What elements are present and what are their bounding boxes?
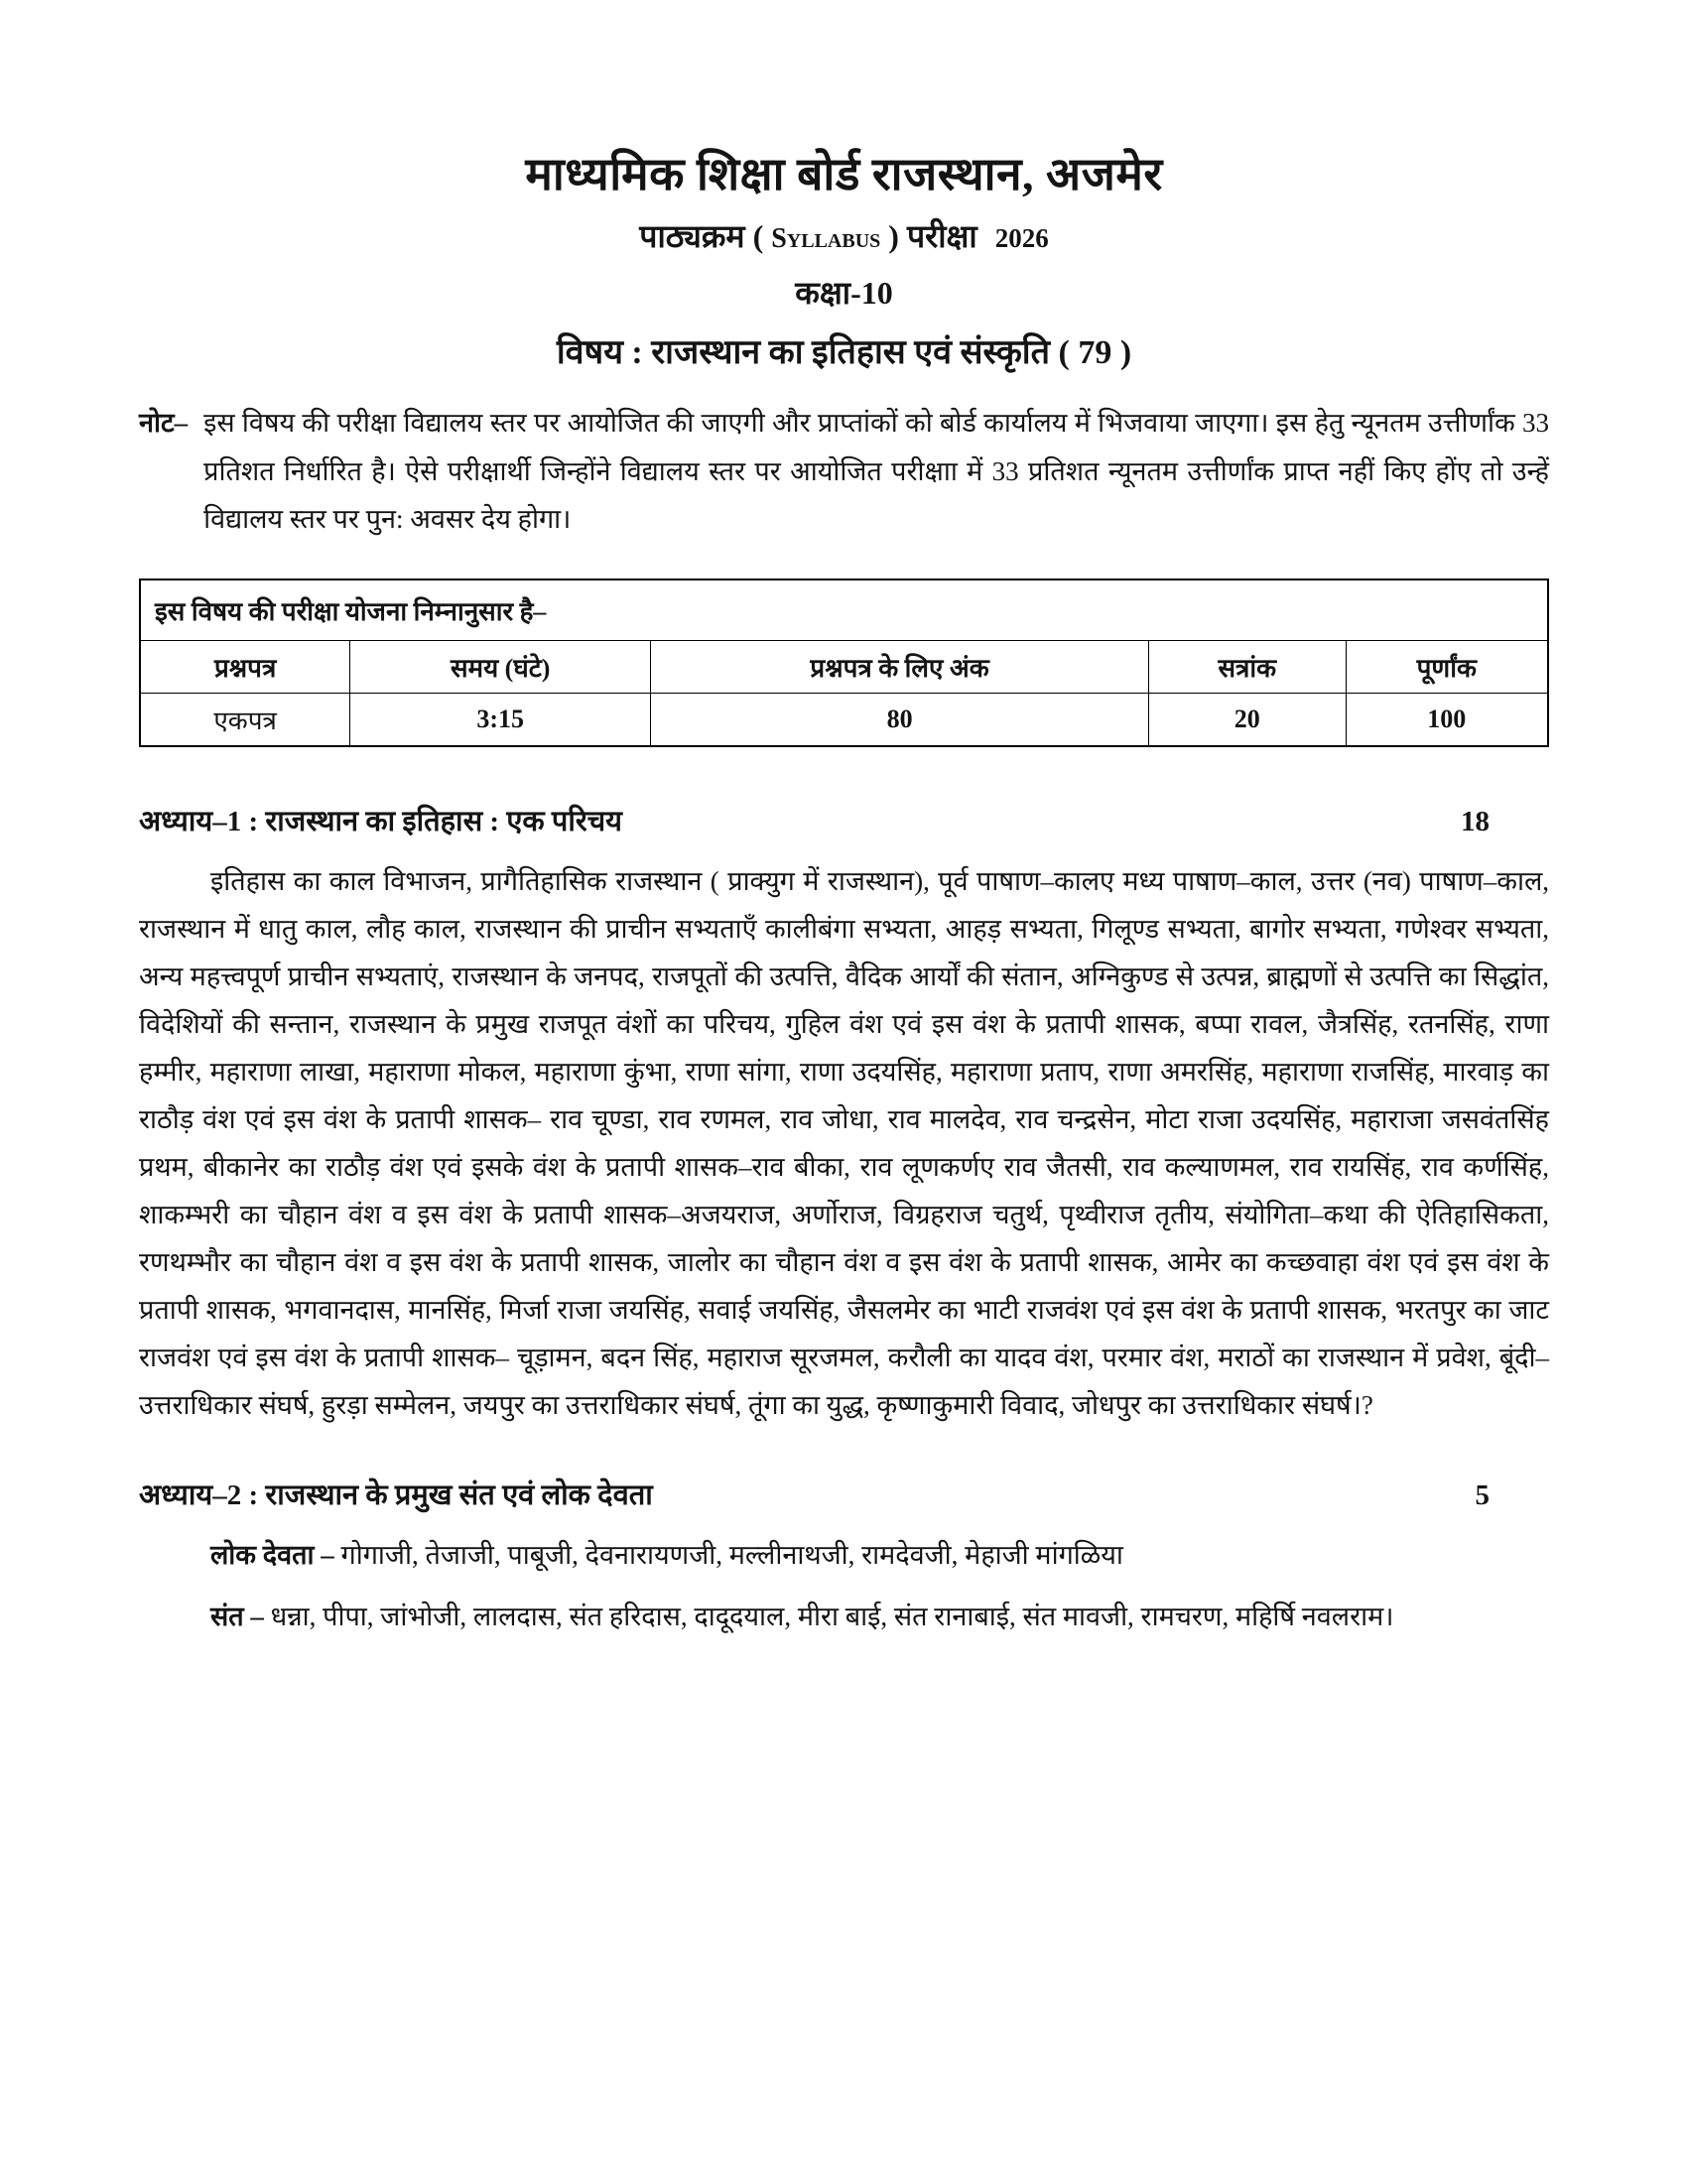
folk-deities-paragraph bbox=[139, 1531, 1549, 1579]
cell-sessional: 20 bbox=[1149, 693, 1347, 746]
exam-plan-table bbox=[139, 578, 1549, 747]
chapter-1-heading bbox=[139, 801, 1549, 839]
chapter-2-heading bbox=[139, 1475, 1549, 1513]
saints-label: संत – bbox=[210, 1602, 264, 1632]
column-header-paper-marks: प्रश्नपत्र के लिए अंक bbox=[651, 640, 1149, 693]
cell-paper: एकपत्र bbox=[140, 693, 350, 746]
table-caption-row bbox=[140, 579, 1548, 641]
syllabus-label-latin: Syllabus bbox=[771, 222, 881, 254]
chapter-1-body: इतिहास का काल विभाजन, प्रागैतिहासिक राजस्थान ( प्राक्युग में राजस्थान), पूर्व पाषाण–कालए मध्य पाषाण–काल, उत्तर (नव) पाषाण–काल, राजस्थान में धातु काल, लौह काल, राजस्थान की प्राचीन सभ्यताएँ कालीबंगा सभ्यता, आहड़ सभ्यता, गिलूण्ड सभ्यता, बागोर सभ्यता, गणेश्वर सभ्यता, अन्य महत्त्वपूर्ण प्राचीन सभ्यताएं, राजस्थान के जनपद, राजपूतों की उत्पत्ति, वैदिक आर्यों की संतान, अग्निकुण्ड से उत्पन्न, ब्राह्मणों से उत्पत्ति का सिद्धांत, विदेशियों की सन्तान, राजस्थान के प्रमुख राजपूत वंशों का परिचय, गुहिल वंश एवं इस वंश के प्रतापी शासक, बप्पा रावल, जैत्रसिंह, रतनसिंह, राणा हम्मीर, महाराणा लाखा, महाराणा मोकल, महाराणा कुंभा, राणा सांगा, राणा उदयसिंह, महाराणा प्रताप, राणा अमरसिंह, महाराणा राजसिंह, मारवाड़ का राठौड़ वंश एवं इस वंश के प्रतापी शासक– राव चूण्डा, राव रणमल, राव जोधा, राव मालदेव, राव चन्द्रसेन, मोटा राजा उदयसिंह, महाराजा जसवंतसिंह प्रथम, बीकानेर का राठौड़ वंश एवं इसके वंश के प्रतापी शासक–राव बीका, राव लूणकर्णए राव जैतसी, राव कल्याणमल, राव रायसिंह, राव कर्णसिंह, शाकम्भरी का चौहान वंश व इस वंश के प्रतापी शासक–अजयराज, अर्णोराज, विग्रहराज चतुर्थ, पृथ्वीराज तृतीय, संयोगिता–कथा की ऐतिहासिकता, रणथम्भौर का चौहान वंश व इस वंश के प्रतापी शासक, जालोर का चौहान वंश व इस वंश के प्रतापी शासक, आमेर का कच्छवाहा वंश एवं इस वंश के प्रतापी शासक, भगवानदास, मानसिंह, मिर्जा राजा जयसिंह, सवाई जयसिंह, जैसलमेर का भाटी राजवंश एवं इस वंश के प्रतापी शासक, भरतपुर का जाट राजवंश एवं इस वंश के प्रतापी शासक– चूड़ामन, बदन सिंह, महाराज सूरजमल, करौली का यादव वंश, परमार वंश, मराठों का राजस्थान में प्रवेश, बूंदी–उत्तराधिकार संघर्ष, हुरड़ा सम्मेलन, जयपुर का उत्तराधिकार संघर्ष, तूंगा का युद्ध, कृष्णाकुमारी विवाद, जोधपुर का उत्तराधिकार संघर्ष।? bbox=[139, 865, 1549, 1421]
saints-list: धन्ना, पीपा, जांभोजी, लालदास, संत हरिदास, दादूदयाल, मीरा बाई, संत रानाबाई, संत मावजी, रामचरण, महिर्षि नवलराम। bbox=[263, 1602, 1394, 1632]
column-header-sessional: सत्रांक bbox=[1149, 640, 1347, 693]
saints-paragraph bbox=[139, 1593, 1549, 1640]
syllabus-year: 2026 bbox=[994, 222, 1049, 253]
board-title: माध्यमिक शिक्षा बोर्ड राजस्थान, अजमेर bbox=[525, 149, 1163, 199]
syllabus-label-post: ) परीक्षा bbox=[888, 217, 977, 254]
folk-deities-label: लोक देवता – bbox=[210, 1540, 334, 1571]
note-text: इस विषय की परीक्षा विद्यालय स्तर पर आयोजित की जाएगी और प्राप्तांकों को बोर्ड कार्यालय में भिजवाया जाएगा। इस हेतु न्यूनतम उत्तीर्णांक 33 प्रतिशत निर्धारित है। ऐसे परीक्षार्थी जिन्होंने विद्यालय स्तर पर आयोजित परीक्षाा में 33 प्रतिशत न्यूनतम उत्तीर्णांक प्राप्त नहीं किए होंए तो उन्हें विद्यालय स्तर पर पुन: अवसर देय होगा। bbox=[203, 408, 1549, 534]
column-header-time: समय (घंटे) bbox=[350, 640, 651, 693]
note-label: नोट– bbox=[139, 408, 189, 439]
chapter-1-title: अध्याय–1 : राजस्थान का इतिहास : एक परिचय bbox=[139, 805, 622, 837]
cell-time: 3:15 bbox=[350, 693, 651, 746]
chapter-2-marks: 5 bbox=[1475, 1479, 1490, 1512]
note-block bbox=[139, 399, 1549, 542]
table-caption: इस विषय की परीक्षा योजना निम्नानुसार है– bbox=[140, 579, 1548, 641]
table-header-row bbox=[140, 640, 1548, 693]
table-row bbox=[140, 693, 1548, 746]
cell-total: 100 bbox=[1346, 693, 1548, 746]
syllabus-exam-line bbox=[139, 217, 1549, 256]
column-header-paper: प्रश्नपत्र bbox=[140, 640, 350, 693]
folk-deities-list: गोगाजी, तेजाजी, पाबूजी, देवनारायणजी, मल्लीनाथजी, रामदेवजी, मेहाजी मांगळिया bbox=[333, 1540, 1123, 1571]
column-header-total: पूर्णांक bbox=[1346, 640, 1548, 693]
syllabus-label-pre: पाठ्यक्रम ( bbox=[639, 217, 764, 254]
subject-title: विषय : राजस्थान का इतिहास एवं संस्कृति ( 79 ) bbox=[556, 334, 1132, 372]
chapter-2-title: अध्याय–2 : राजस्थान के प्रमुख संत एवं लोक देवता bbox=[139, 1479, 653, 1512]
class-label: कक्षा-10 bbox=[795, 275, 893, 312]
cell-paper-marks: 80 bbox=[651, 693, 1149, 746]
chapter-1-marks: 18 bbox=[1461, 805, 1490, 837]
